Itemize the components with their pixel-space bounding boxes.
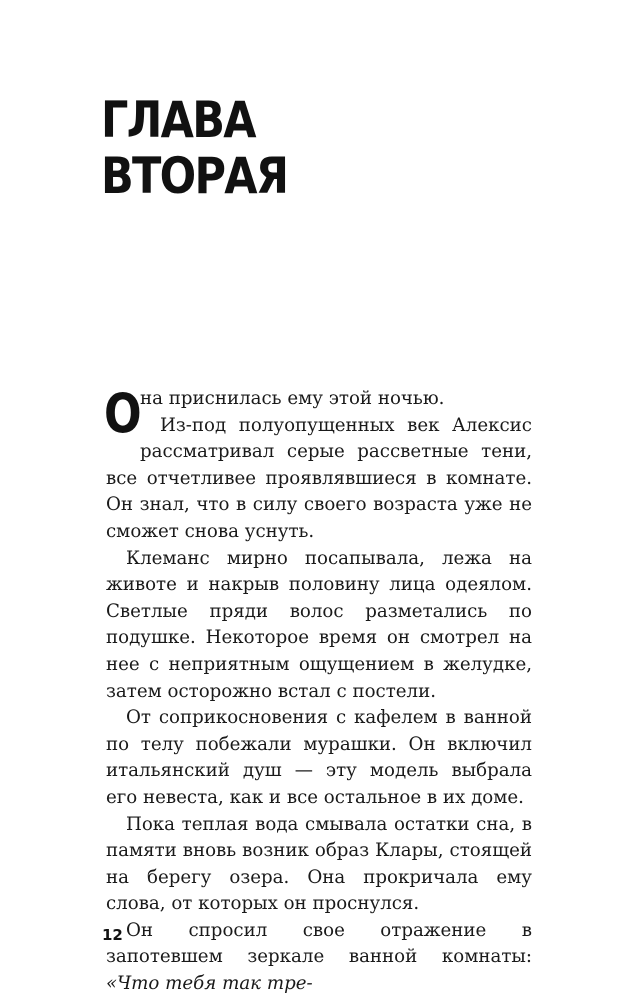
chapter-title-line-2: ВТОРАЯ: [101, 147, 288, 205]
chapter-title: [101, 92, 287, 204]
paragraph-4: От соприкосновения с кафелем в ванной по телу побежали мурашки. Он включил итальянский душ — эту модель выбрала его невеста, как и все остальное в их доме.: [106, 707, 532, 808]
chapter-title-line-1: ГЛАВА: [101, 91, 255, 149]
paragraph-6-italic: «Что тебя так тре-: [106, 973, 313, 995]
paragraph-1: [104, 382, 532, 445]
page-number: 12: [102, 926, 123, 944]
chapter-text: [104, 382, 532, 998]
paragraph-6-text: Он спросил свое отражение в запотевшем зеркале ванной комнаты:: [106, 919, 532, 968]
paragraph-1-text: на приснилась ему этой ночью.: [140, 388, 445, 409]
paragraph-5: Пока теплая вода смывала остатки сна, в памяти вновь возник образ Клары, стоящей на берегу озера. Она прокричала ему слова, от которых он проснулся.: [106, 813, 532, 915]
paragraph-3: Клеманс мирно посапывала, лежа на животе и накрыв половину лица одеялом. Светлые пряди волос разметались по подушке. Некоторое время он смотрел на нее с неприятным ощущением в желудке, затем осторожно встал с постели.: [106, 547, 532, 702]
paragraph-2: Из-под полуопущенных век Алексис рассматривал серые рассветные тени, все отчетливее проявлявшиеся в комнате. Он знал, что в силу своего возраста уже не сможет снова уснуть.: [106, 414, 532, 542]
drop-cap: О: [104, 382, 142, 445]
paragraph-6: [106, 918, 532, 998]
